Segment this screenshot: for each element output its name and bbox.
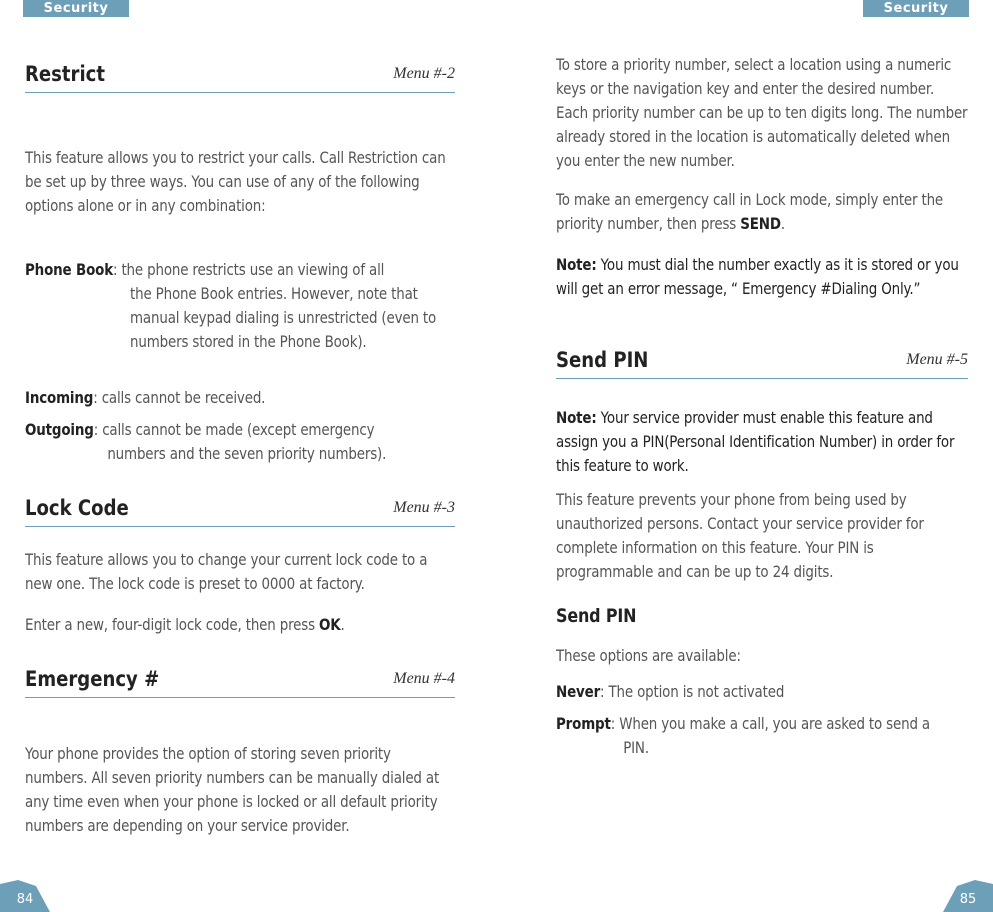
page-number-right bbox=[943, 880, 993, 912]
page-number-right-text: 85 bbox=[959, 892, 977, 907]
prompt-desc: : When you make a call, you are asked to send a bbox=[610, 714, 930, 733]
phonebook-term: Phone Book bbox=[25, 260, 113, 279]
dial-note: Note: You must dial the number exactly as it is stored or you will get an error message, “ Emergency #Dialing Only.” bbox=[556, 255, 959, 298]
sendpin-options-intro: These options are available: bbox=[556, 646, 741, 665]
sendpin-note-label: Note: bbox=[556, 408, 597, 427]
outgoing-desc-cont: numbers and the seven priority numbers). bbox=[107, 444, 387, 463]
lock-mode-call-para: To make an emergency call in Lock mode, simply enter the priority number, then press SEND. bbox=[556, 190, 944, 233]
lockcode-heading: Lock Code bbox=[25, 496, 129, 520]
sendpin-subheading: Send PIN bbox=[556, 605, 637, 627]
restrict-intro: This feature allows you to restrict your calls. Call Restriction can be set up by three ways. You can use of any of the following options alone or in any combination: bbox=[25, 148, 446, 215]
restrict-heading-row bbox=[25, 56, 455, 93]
phonebook-desc-cont: the Phone Book entries. However, note that manual keypad dialing is unrestricted (even to numbers stored in the Phone Book). bbox=[130, 284, 437, 351]
incoming-option bbox=[25, 386, 455, 410]
outgoing-desc: : calls cannot be made (except emergency bbox=[93, 420, 375, 439]
section-tab-left: Security bbox=[23, 0, 129, 17]
note-label: Note: bbox=[556, 255, 597, 274]
outgoing-option bbox=[25, 418, 455, 466]
restrict-menu-ref: Menu #-2 bbox=[393, 65, 455, 82]
lockcode-para-1: This feature allows you to change your current lock code to a new one. The lock code is preset to 0000 at factory. bbox=[25, 550, 428, 593]
prompt-option bbox=[556, 712, 968, 760]
emergency-menu-ref: Menu #-4 bbox=[393, 670, 455, 687]
priority-store-para: To store a priority number, select a location using a numeric keys or the navigation key and enter the desired number. Each priority number can be up to ten digits long. The number already stored in the location is automatically deleted when you enter the new number. bbox=[556, 55, 968, 170]
sendpin-para-1: This feature prevents your phone from being used by unauthorized persons. Contact your service provider for complete information on this feature. Your PIN is programmable and can be up to 24 digits. bbox=[556, 490, 924, 581]
lockcode-para-2: Enter a new, four-digit lock code, then press OK. bbox=[25, 615, 345, 634]
phonebook-option bbox=[25, 258, 455, 354]
restrict-heading: Restrict bbox=[25, 62, 105, 86]
sendpin-menu-ref: Menu #-5 bbox=[906, 351, 968, 368]
outgoing-term: Outgoing bbox=[25, 420, 94, 439]
never-term: Never bbox=[556, 682, 601, 701]
lockcode-menu-ref: Menu #-3 bbox=[393, 499, 455, 516]
incoming-desc: : calls cannot be received. bbox=[93, 388, 266, 407]
emergency-heading-row bbox=[25, 661, 455, 698]
page-number-left bbox=[0, 880, 50, 912]
emergency-para-1: Your phone provides the option of storing seven priority numbers. All seven priority numbers can be manually dialed at any time even when your phone is locked or all default priority numbers are depending on your service provider. bbox=[25, 744, 440, 835]
sendpin-heading: Send PIN bbox=[556, 348, 649, 372]
lockcode-heading-row bbox=[25, 490, 455, 527]
never-option bbox=[556, 680, 968, 704]
left-page bbox=[25, 0, 455, 912]
sendpin-note: Note: Your service provider must enable this feature and assign you a PIN(Personal Identification Number) in order for this feature to work. bbox=[556, 408, 955, 475]
send-key-label: SEND bbox=[740, 214, 781, 233]
page-number-left-text: 84 bbox=[16, 892, 34, 907]
prompt-desc-cont: PIN. bbox=[623, 738, 649, 757]
section-tab-right: Security bbox=[863, 0, 969, 17]
incoming-term: Incoming bbox=[25, 388, 94, 407]
prompt-term: Prompt bbox=[556, 714, 611, 733]
emergency-heading: Emergency # bbox=[25, 667, 160, 691]
phonebook-desc: : the phone restricts use an viewing of all bbox=[112, 260, 385, 279]
never-desc: : The option is not activated bbox=[600, 682, 785, 701]
right-page bbox=[556, 0, 968, 912]
sendpin-heading-row bbox=[556, 342, 968, 379]
ok-key-label: OK bbox=[319, 615, 341, 634]
